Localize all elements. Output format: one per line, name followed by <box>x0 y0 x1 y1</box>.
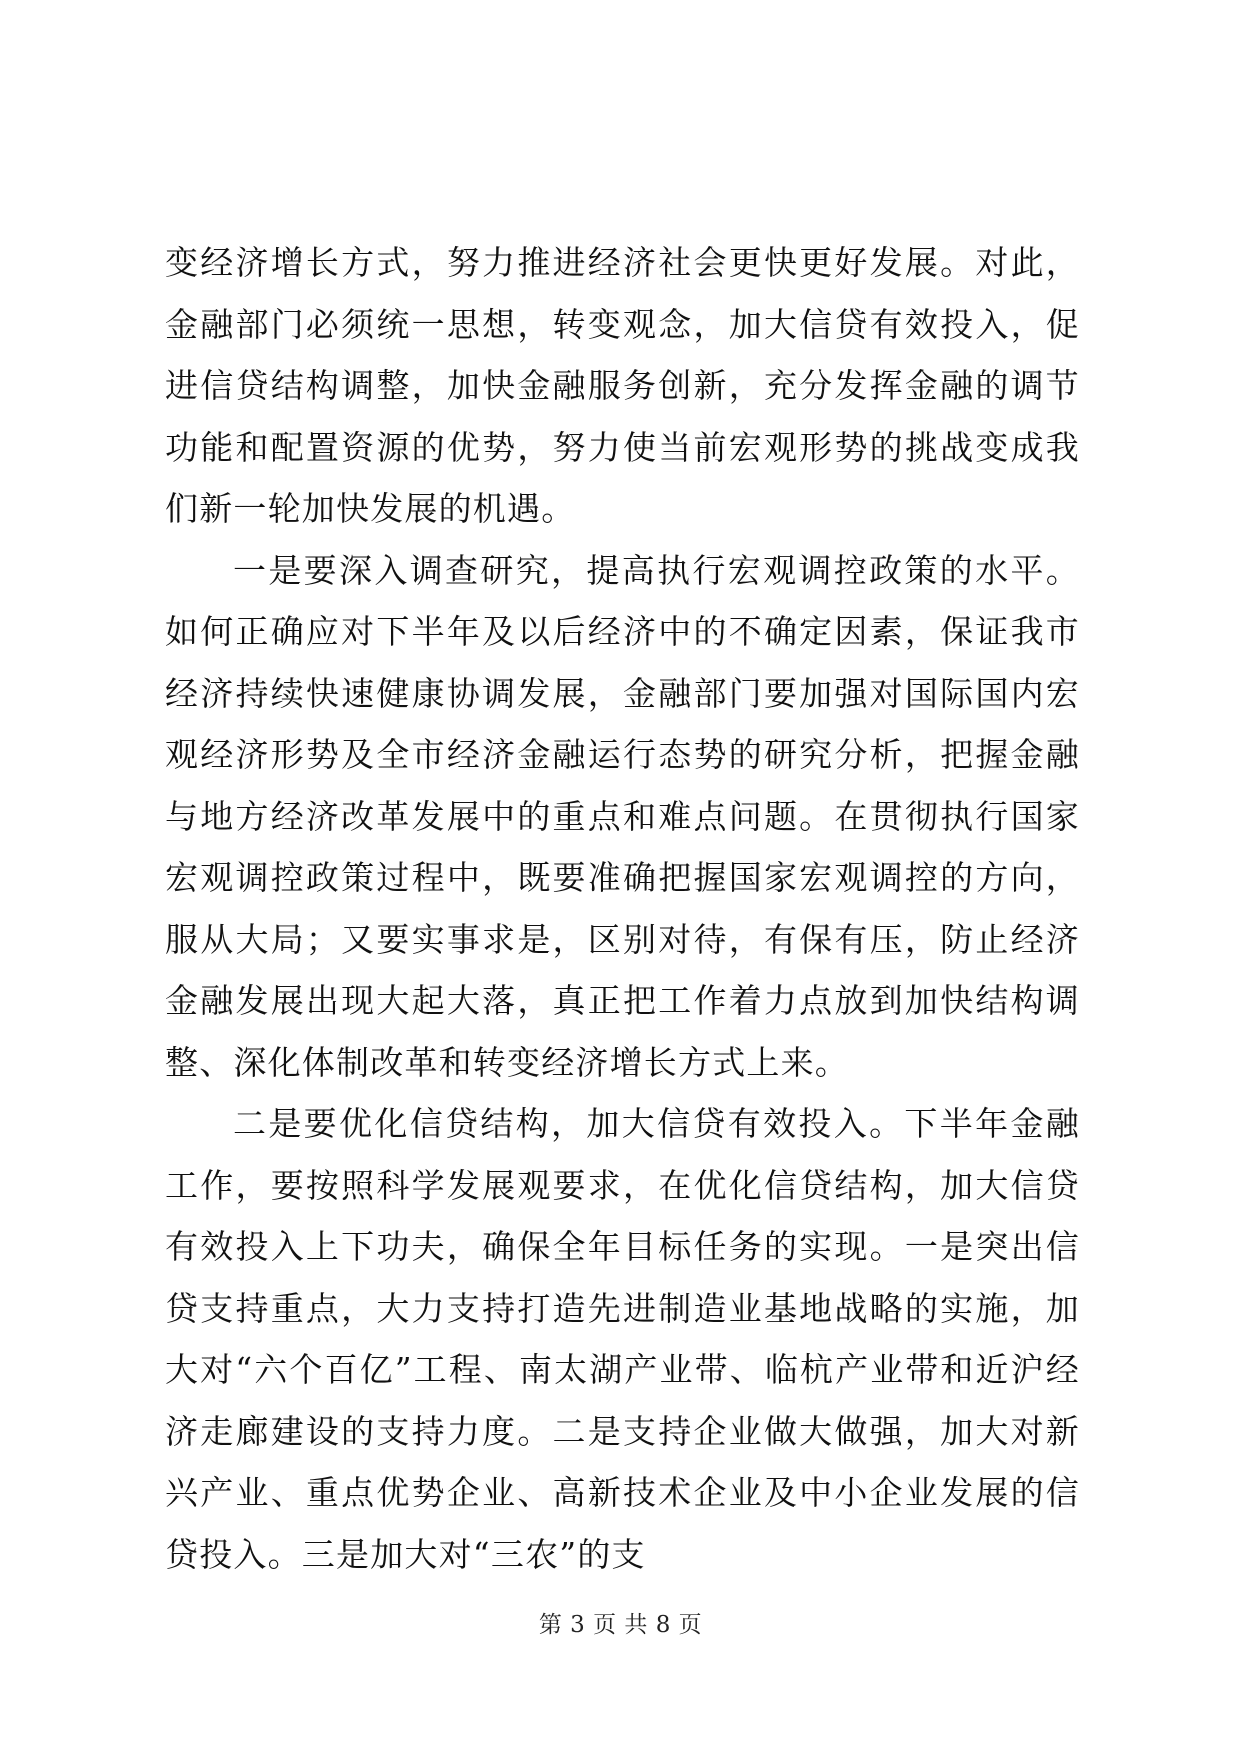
page-number-footer: 第 3 页 共 8 页 <box>538 1612 703 1638</box>
paragraph-2: 一是要深入调查研究，提高执行宏观调控政策的水平。如何正确应对下半年及以后经济中的不确定因素，保证我市经济持续快速健康协调发展，金融部门要加强对国际国内宏观经济形势及全市经济金融运行态势的研究分析，把握金融与地方经济改革发展中的重点和难点问题。在贯彻执行国家宏观调控政策过程中，既要准确把握国家宏观调控的方向，服从大局；又要实事求是，区别对待，有保有压，防止经济金融发展出现大起大落，真正把工作着力点放到加快结构调整、深化体制改革和转变经济增长方式上来。 <box>165 550 1080 1082</box>
paragraph-3: 二是要优化信贷结构，加大信贷有效投入。下半年金融工作，要按照科学发展观要求，在优化信贷结构，加大信贷有效投入上下功夫，确保全年目标任务的实现。一是突出信贷支持重点，大力支持打造先进制造业基地战略的实施，加大对“六个百亿”工程、南太湖产业带、临杭产业带和近沪经济走廊建设的支持力度。二是支持企业做大做强，加大对新兴产业、重点优势企业、高新技术企业及中小企业发展的信贷投入。三是加大对“三农”的支 <box>165 1104 1080 1574</box>
paragraph-1: 变经济增长方式，努力推进经济社会更快更好发展。对此，金融部门必须统一思想，转变观念，加大信贷有效投入，促进信贷结构调整，加快金融服务创新，充分发挥金融的调节功能和配置资源的优势，努力使当前宏观形势的挑战变成我们新一轮加快发展的机遇。 <box>165 243 1080 528</box>
document-body <box>165 232 1080 1585</box>
